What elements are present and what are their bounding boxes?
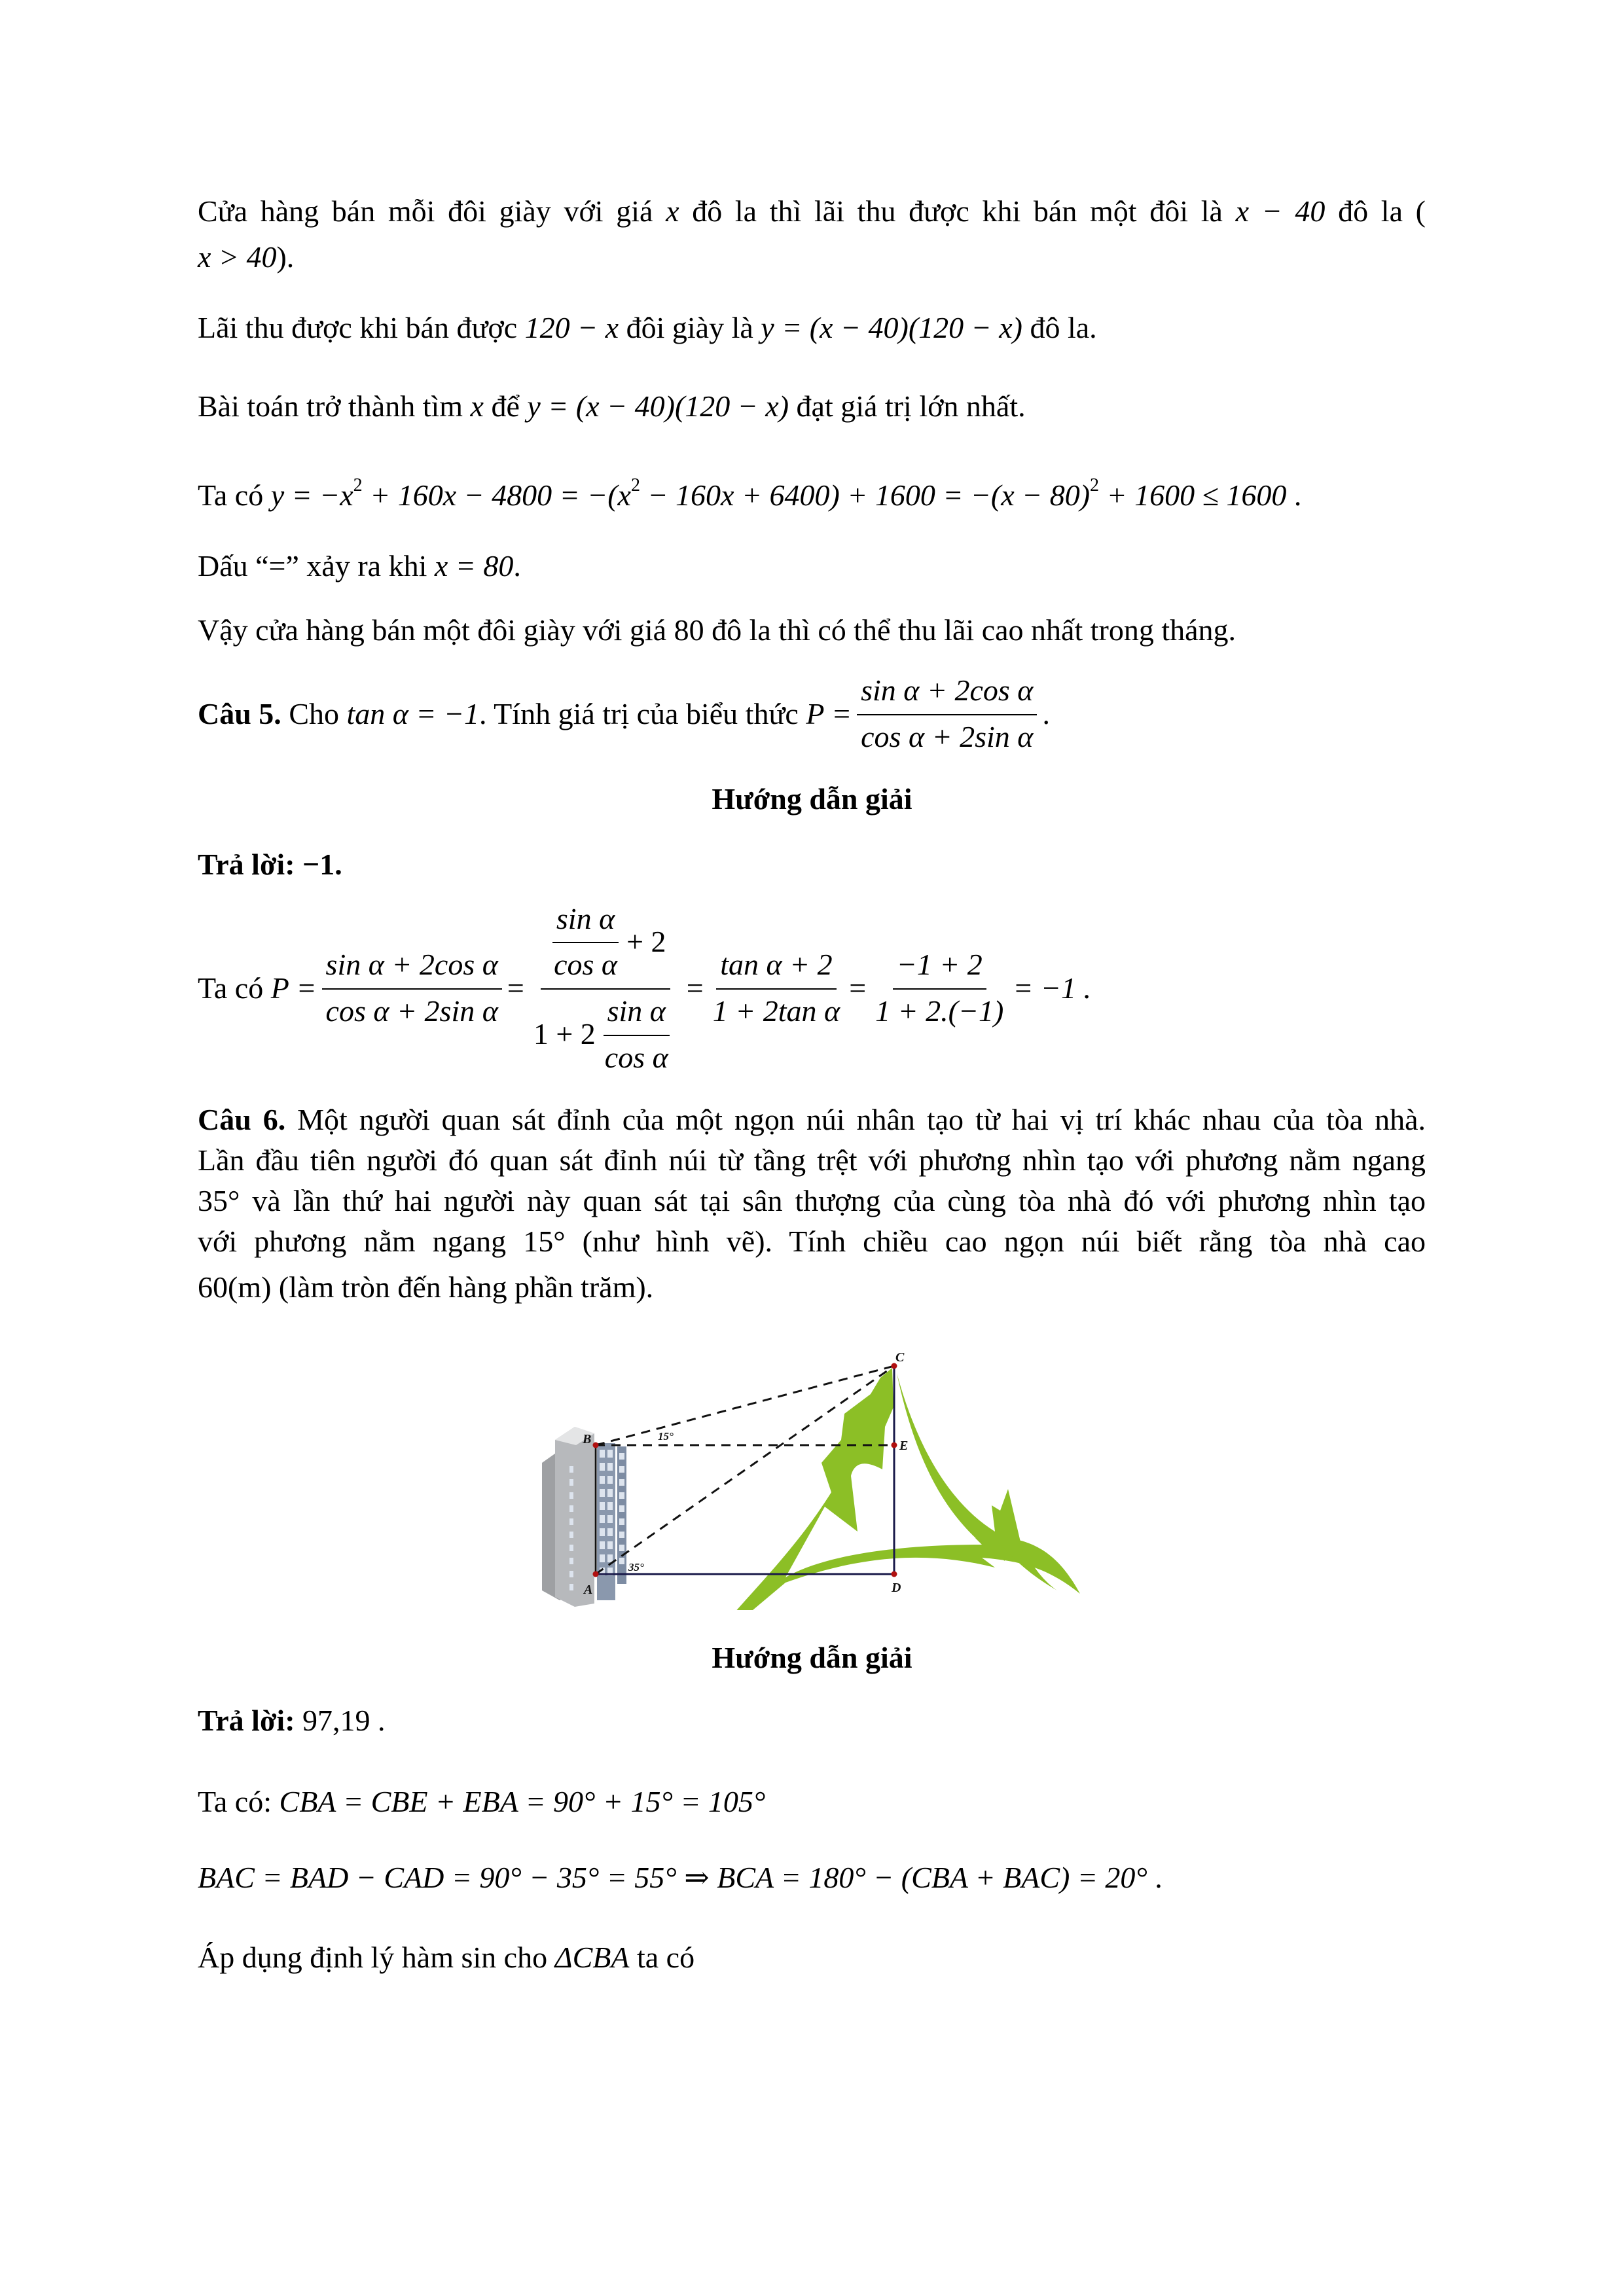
fraction-numerator: sin α + 2cos α — [322, 948, 502, 990]
equals: = — [849, 971, 867, 1005]
q5-answer — [198, 850, 342, 880]
text: đô la thì lãi thu được khi bán một đôi là — [679, 194, 1236, 228]
q6-text-5 — [198, 1272, 653, 1302]
label-E: E — [899, 1439, 909, 1453]
result: = −1 . — [1013, 971, 1091, 1005]
q6-answer — [198, 1706, 386, 1736]
q6-solution-heading: Hướng dẫn giải — [712, 1641, 912, 1674]
math-expr: P = — [806, 696, 852, 730]
superscript: 2 — [1090, 475, 1100, 495]
q4-conclusion: Vậy cửa hàng bán một đôi giày với giá 80 đô la thì có thể thu lãi cao nhất trong tháng. — [198, 613, 1236, 647]
fraction-numerator: −1 + 2 — [893, 948, 986, 990]
text: . Tính giá trị của biểu thức — [479, 696, 806, 730]
q4-line-4 — [198, 391, 1026, 422]
text: đô la. — [1022, 311, 1097, 344]
text: Dấu “=” xảy ra khi — [198, 549, 435, 583]
angle-label-15: 15° — [658, 1430, 674, 1443]
answer-label: Trả lời: — [198, 1704, 295, 1737]
text: 60 — [198, 1270, 228, 1304]
q5-working — [198, 901, 1091, 1074]
q6-text-2: Lần đầu tiên người đó quan sát đỉnh núi từ tầng trệt với phương nhìn tạo với phương nằm ngang — [198, 1143, 1426, 1177]
figure-building-mountain — [524, 1335, 1100, 1610]
building — [542, 1427, 626, 1607]
fraction-denominator: cos α — [554, 948, 618, 982]
unit: (m) — [228, 1270, 272, 1304]
fraction-denominator: cos α + 2sin α — [861, 719, 1034, 753]
math-expr: y = −x — [270, 478, 353, 512]
math-x: x — [470, 389, 484, 423]
q4-line-3 — [198, 313, 1097, 343]
text: (làm tròn đến hàng phần trăm). — [271, 1270, 654, 1304]
fraction-denominator: cos α — [604, 1040, 668, 1074]
math-expr: x > 40 — [198, 240, 277, 274]
fraction-3 — [709, 948, 844, 1028]
math-expr: + 1600 ≤ 1600 — [1099, 478, 1287, 512]
fraction-denominator: 1 + 2tan α — [712, 994, 840, 1028]
text: đôi giày là — [619, 311, 761, 344]
point-D — [892, 1571, 897, 1577]
math-expr: BAC = BAD − CAD = 90° − 35° = 55° ⇒ BCA = 180° − (CBA + BAC) = 20° — [198, 1861, 1147, 1894]
math-expr: x − 40 — [1235, 194, 1326, 228]
text: Cửa hàng bán mỗi đôi giày với giá — [198, 194, 666, 228]
fraction-4 — [871, 948, 1007, 1028]
math-expr: tan α = −1 — [346, 696, 480, 730]
math-expr: x = 80 — [434, 549, 514, 583]
answer-label: Trả lời: — [198, 848, 295, 881]
text: Cho — [281, 696, 347, 730]
q6-text-3: 35° và lần thứ hai người này quan sát tại sân thượng của cùng tòa nhà đó với phương nhìn tạo — [198, 1184, 1426, 1217]
q6-solution-step-3 — [198, 1943, 695, 1973]
fraction-numerator — [541, 903, 670, 990]
fraction-2 — [530, 903, 681, 1074]
answer-value: −1. — [295, 848, 342, 881]
q6-text-4: với phương nằm ngang 15° (như hình vẽ). Tính chiều cao ngọn núi biết rằng tòa nhà cao — [198, 1225, 1426, 1258]
math-expr: + 160x − 4800 = −(x — [362, 478, 631, 512]
label-B: B — [583, 1432, 592, 1446]
text: . — [1286, 478, 1302, 512]
fraction-numerator: sin α — [604, 995, 670, 1036]
math-expr: − 160x + 6400) + 1600 = −(x − 80) — [640, 478, 1091, 512]
label-D: D — [892, 1581, 901, 1595]
point-E — [892, 1443, 897, 1448]
superscript: 2 — [630, 475, 640, 495]
math-expr: y = (x − 40)(120 − x) — [761, 311, 1022, 344]
text: . — [1042, 696, 1050, 730]
fraction-numerator: sin α — [552, 903, 619, 944]
text: để — [483, 389, 528, 423]
inner-fraction — [550, 903, 621, 982]
label-C: C — [895, 1350, 905, 1365]
angle-label-35: 35° — [628, 1561, 644, 1573]
text: . — [513, 549, 521, 583]
math-x: x — [666, 194, 679, 228]
math-expr: ΔCBA — [554, 1941, 630, 1974]
math-expr: y = (x − 40)(120 − x) — [527, 389, 789, 423]
fraction-denominator — [530, 990, 681, 1074]
q6-solution-step-2 — [198, 1863, 1163, 1893]
text: ). — [276, 240, 295, 274]
q6-solution-step-1 — [198, 1787, 765, 1817]
text: Bài toán trở thành tìm — [198, 389, 471, 423]
question-label: Câu 6. — [198, 1103, 286, 1136]
answer-value: 97,19 . — [295, 1704, 386, 1737]
text: ta có — [629, 1941, 695, 1974]
equals: = — [507, 971, 524, 1005]
label-A: A — [584, 1583, 593, 1597]
text: + 2 — [626, 925, 666, 959]
math-expr: CBA = CBE + EBA = 90° + 15° = 105° — [279, 1785, 766, 1818]
q5-solution-heading: Hướng dẫn giải — [712, 782, 912, 816]
text: Ta có — [198, 478, 271, 512]
fraction-numerator: tan α + 2 — [716, 948, 836, 990]
q4-line-6 — [198, 551, 521, 581]
fraction-denominator: 1 + 2.(−1) — [875, 994, 1004, 1028]
text: Ta có — [198, 971, 271, 1005]
equals: = — [686, 971, 704, 1005]
fraction-denominator: cos α + 2sin α — [325, 994, 498, 1028]
inner-fraction — [601, 995, 672, 1074]
math-expr: P = — [270, 971, 317, 1005]
superscript: 2 — [353, 475, 363, 495]
fraction — [857, 674, 1037, 753]
math-expr: 120 − x — [524, 311, 619, 344]
text: . — [1147, 1861, 1163, 1894]
text: Ta có: — [198, 1785, 280, 1818]
text: Một người quan sát đỉnh của một ngọn núi nhân tạo từ hai vị trí khác nhau của tòa nhà. — [285, 1103, 1426, 1136]
fraction-numerator: sin α + 2cos α — [857, 674, 1037, 715]
text: Lãi thu được khi bán được — [198, 311, 525, 344]
text: đạt giá trị lớn nhất. — [789, 389, 1026, 423]
q4-line-1 — [198, 196, 1426, 226]
text: 1 + 2 — [533, 1017, 596, 1051]
q4-line-2 — [198, 242, 294, 272]
fraction-1 — [322, 948, 502, 1028]
text: Áp dụng định lý hàm sin cho — [198, 1941, 555, 1974]
q6-text-1 — [198, 1105, 1426, 1135]
q5-statement — [198, 674, 1050, 753]
point-B — [593, 1443, 599, 1448]
text: đô la ( — [1325, 194, 1426, 228]
point-A — [593, 1571, 599, 1577]
q4-line-5 — [198, 476, 1301, 511]
question-label: Câu 5. — [198, 696, 281, 730]
